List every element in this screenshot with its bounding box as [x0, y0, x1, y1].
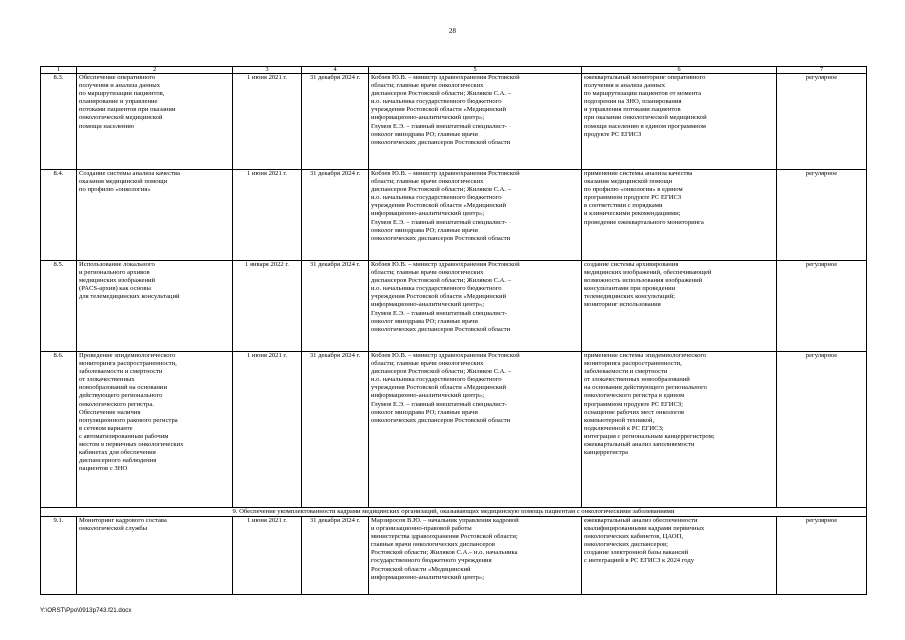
start-date-cell: 1 января 2022 г. [233, 261, 302, 352]
section-title: 9. Обеспечение укомплектованности кадрами медицинских организаций, оказывающих медицинскую помощь пациентам с онкологическими заболеваниями [41, 508, 867, 517]
table-row [41, 170, 867, 261]
column-number-row [41, 67, 867, 74]
activity-cell: Проведение эпидемиологического мониторинга распространенности, заболеваемости и смертности от злокачественных новообразований на основании действующего регионального онкологического регистра. Обеспечение наличия популяционного ракового регистра в сетевом варианте с автоматизированным рабочим местом в первичных онкологических кабинетах для обеспечения диспансерного наблюдения пациентов с ЗНО [77, 352, 233, 508]
column-number: 1 [41, 67, 77, 74]
result-cell: применение системы эпидемиологического мониторинга распространенности, заболеваемости и смертности от злокачественных новообразований на основании действующего регионального онкологического регистра в едином программном продукте РС ЕГИСЗ; оснащение рабочих мест онкологов компьютерной техникой, подключенной к РС ЕГИСЗ; интеграция с региональным канцеррегистром; ежеквартальный анализ заполняемости канцеррегистра [582, 352, 777, 508]
column-number: 3 [233, 67, 302, 74]
activity-cell: Обеспечение оперативного получения и анализа данных по маршрутизации пациентов, планирование и управление потоками пациентов при оказании онкологической медицинской помощи населению [77, 74, 233, 170]
end-date-cell: 31 декабря 2024 г. [302, 517, 369, 595]
result-cell: применение системы анализа качества оказания медицинской помощи по профилю «онкология» в едином программном продукте РС ЕГИСЗ в соответствии с порядками и клиническими рекомендациями; проведение ежеквартального мониторинга [582, 170, 777, 261]
responsible-cell: Марзиросов В.Ю. – начальник управления кадровой и организационно-правовой работы министерства здравоохранения Ростовской области; главные врачи онкологических диспансеров Ростовской области; Жиляков С.А.– и.о. начальника государственного бюджетного учреждения Ростовской области «Медицинский информационно-аналитический центр»; [369, 517, 582, 595]
frequency-cell: регулярное [777, 170, 867, 261]
end-date-cell: 31 декабря 2024 г. [302, 74, 369, 170]
frequency-cell: регулярное [777, 74, 867, 170]
end-date-cell: 31 декабря 2024 г. [302, 261, 369, 352]
section-header-row [41, 508, 867, 517]
responsible-cell: Кобзев Ю.В. – министр здравоохранения Ростовской области; главные врачи онкологических диспансеров Ростовской области; Жиляков С.А. – и.о. начальника государственного бюджетного учреждения Ростовской области «Медицинский информационно-аналитический центр»; Глумов Е.Э. – главный внештатный специалист- онколог минздрава РО; главные врачи онкологических диспансеров Ростовской области [369, 74, 582, 170]
result-cell: ежеквартальный анализ обеспеченности квалифицированными кадрами первичных онкологических кабинетов, ЦАОП, онкологических диспансеров; создание электронной базы вакансий с интеграцией в РС ЕГИСЗ к 2024 году [582, 517, 777, 595]
column-number: 2 [77, 67, 233, 74]
page-number: 28 [449, 27, 456, 35]
responsible-cell: Кобзев Ю.В. – министр здравоохранения Ростовской области; главные врачи онкологических диспансеров Ростовской области; Жиляков С.А. – и.о. начальника государственного бюджетного учреждения Ростовской области «Медицинский информационно-аналитический центр»; Глумов Е.Э. – главный внештатный специалист- онколог минздрава РО; главные врачи онкологических диспансеров Ростовской области [369, 261, 582, 352]
table-row [41, 74, 867, 170]
column-number: 5 [369, 67, 582, 74]
activity-cell: Создание системы анализа качества оказания медицинской помощи по профилю «онкология» [77, 170, 233, 261]
frequency-cell: регулярное [777, 352, 867, 508]
responsible-cell: Кобзев Ю.В. – министр здравоохранения Ростовской области; главные врачи онкологических диспансеров Ростовской области; Жиляков С.А. – и.о. начальника государственного бюджетного учреждения Ростовской области «Медицинский информационно-аналитический центр»; Глумов Е.Э. – главный внештатный специалист- онколог минздрава РО; главные врачи онкологических диспансеров Ростовской области [369, 352, 582, 508]
end-date-cell: 31 декабря 2024 г. [302, 352, 369, 508]
end-date-cell: 31 декабря 2024 г. [302, 170, 369, 261]
column-number: 6 [582, 67, 777, 74]
column-number: 4 [302, 67, 369, 74]
result-cell: создание системы архивирования медицинских изображений, обеспечивающей возможность использования изображений консультантами при проведении телемедицинских консультаций; мониторинг использования [582, 261, 777, 352]
result-cell: ежеквартальный мониторинг оперативного получения и анализа данных по маршрутизации пациентов от момента подозрения на ЗНО, планирования и управления потоками пациентов при оказании онкологической медицинской помощи населению в едином программном продукте РС ЕГИСЗ [582, 74, 777, 170]
frequency-cell: регулярное [777, 261, 867, 352]
start-date-cell: 1 июня 2021 г. [233, 517, 302, 595]
item-number: 8.6. [41, 352, 77, 508]
item-number: 8.3. [41, 74, 77, 170]
item-number: 9.1. [41, 517, 77, 595]
column-number: 7 [777, 67, 867, 74]
start-date-cell: 1 июня 2021 г. [233, 74, 302, 170]
plan-table [40, 66, 867, 595]
item-number: 8.4. [41, 170, 77, 261]
frequency-cell: регулярное [777, 517, 867, 595]
responsible-cell: Кобзев Ю.В. – министр здравоохранения Ростовской области; главные врачи онкологических диспансеров Ростовской области; Жиляков С.А. – и.о. начальника государственного бюджетного учреждения Ростовской области «Медицинский информационно-аналитический центр»; Глумов Е.Э. – главный внештатный специалист- онколог минздрава РО; главные врачи онкологических диспансеров Ростовской области [369, 170, 582, 261]
activity-cell: Мониторинг кадрового состава онкологической службы [77, 517, 233, 595]
table-row [41, 261, 867, 352]
activity-cell: Использование локального и регионального архивов медицинских изображений (PACS-архив) как основы для телемедицинских консультаций [77, 261, 233, 352]
start-date-cell: 1 июня 2021 г. [233, 352, 302, 508]
table-row [41, 517, 867, 595]
document-path-footer: Y:\ORST\Ppo\0913p743.f21.docx [40, 607, 132, 614]
start-date-cell: 1 июня 2021 г. [233, 170, 302, 261]
item-number: 8.5. [41, 261, 77, 352]
table-row [41, 352, 867, 508]
